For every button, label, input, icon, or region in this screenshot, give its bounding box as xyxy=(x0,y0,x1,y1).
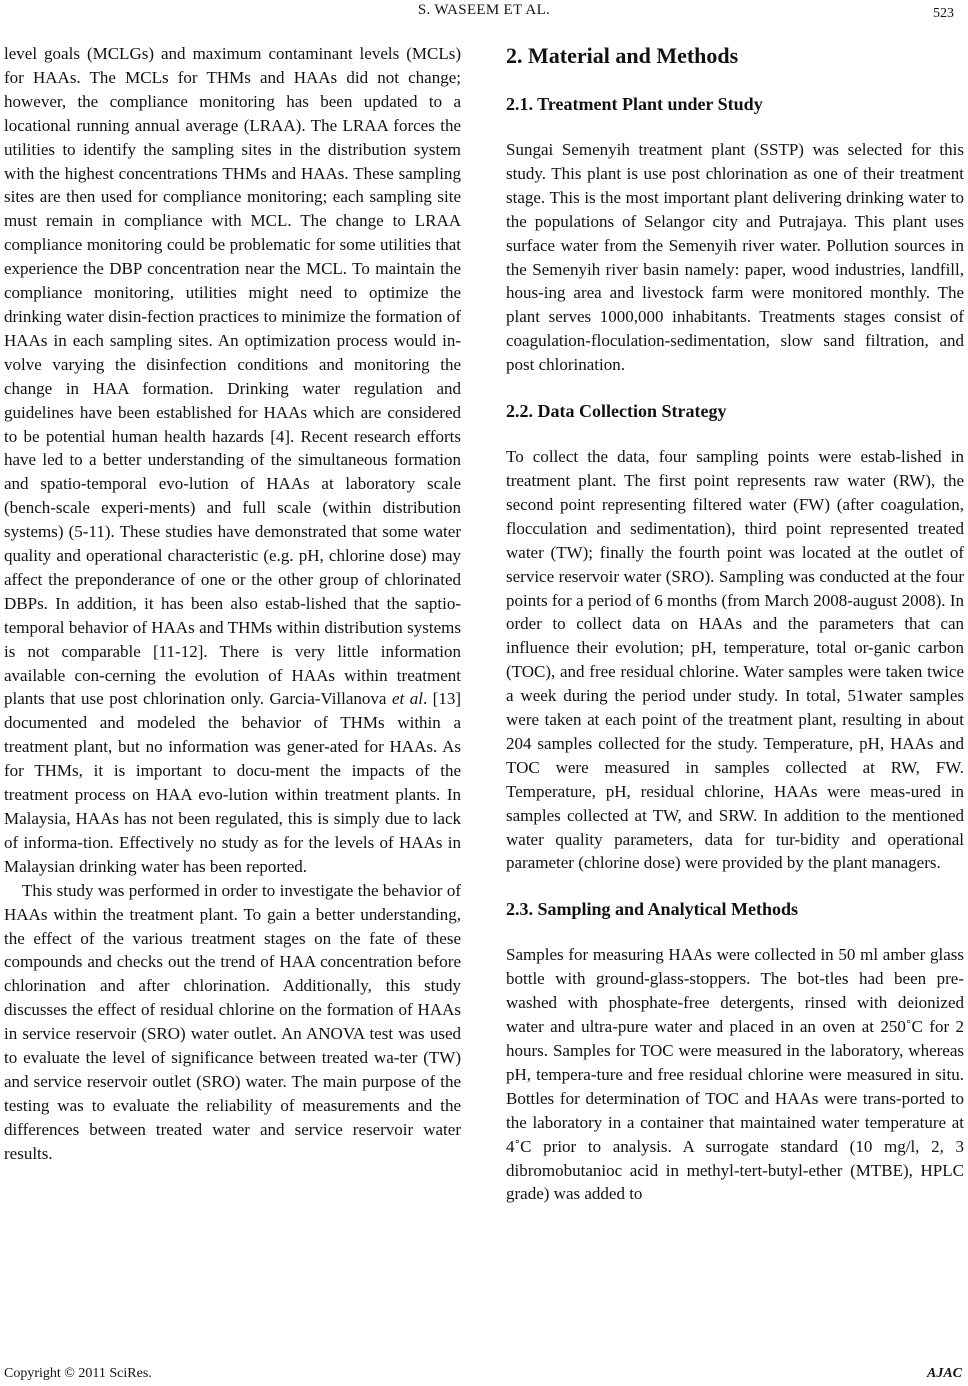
page-footer xyxy=(0,1366,968,1386)
subsection-2-2-text: To collect the data, four sampling points were estab-lished in treatment plant. The first point represents raw water (RW), the second point representing filtered water (FW) (after coagulation, flocculation and sedimentation), third point represented treated water (TW); finally the fourth point was located at the outlet of service reservoir water (SRO). Sampling was conducted at the four points for a period of 6 months (from March 2008-august 2008). In order to collect data on HAAs and the parameters that can influence their evolution; pH, temperature, total or-ganic carbon (TOC), and free residual chlorine. Water samples were taken twice a week during the period under study. In total, 51water samples were taken at each point of the treatment plant, resulting in about 204 samples collected for the study. Temperature, pH, HAAs and TOC were measured in samples collected at RW, FW. Temperature, pH, residual chlorine, HAAs were meas-ured in samples collected at TW, and SRW. In addition to the mentioned water quality parameters, data for tur-bidity and operational parameter (chlorine dose) were provided by the plant managers. xyxy=(506,447,964,873)
left-column xyxy=(4,42,461,1166)
journal-abbrev: AJAC xyxy=(926,1366,962,1381)
body-paragraph-1 xyxy=(4,42,461,879)
page-header xyxy=(0,0,968,24)
right-column xyxy=(506,42,964,1206)
subsection-2-1-text: Sungai Semenyih treatment plant (SSTP) was selected for this study. This plant is use post chlorination as one of their treatment stage. This is the most important plant delivering drinking water to the populations of Selangor city and Putrajaya. This plant uses surface water from the Semenyih river water. Pollution sources in the Semenyih river basin namely: paper, wood industries, landfill, hous-ing area and livestock farm were monitored monthly. The plant serves 1000,000 inhabitants. Treatments stages consist of coagulation-floculation-sedimentation, slow sand filtration, and post chlorination. xyxy=(506,140,964,375)
subsection-heading-2-1: 2.1. Treatment Plant under Study xyxy=(506,94,763,114)
section-heading: 2. Material and Methods xyxy=(506,43,739,68)
subsection-heading-2-2: 2.2. Data Collection Strategy xyxy=(506,401,727,422)
para1-text: level goals (MCLGs) and maximum contaminant levels (MCLs) for HAAs. The MCLs for THMs and HAAs did not change; however, the compliance monitoring has been updated to a locational running annual average (LRAA). The LRAA forces the utilities to identify the sampling sites in the distribution system with the highest concentrations THMs and HAAs. These sampling sites are then used for compliance monitoring; each sampling site must remain in compliance with MCL. The change to LRAA compliance monitoring could be problematic for some utilities that experience the DBP concentration near the MCL. To maintain the compliance monitoring, utilities might need to optimize the drinking water disin-fection practices to minimize the formation of HAAs in each sampling sites. An optimization process would in-volve varying the disinfection conditions and monitoring the change in HAA formation. Drinking water regulation and guidelines have been established for HAAs which are considered to be potential human health hazards [4]. Recent research efforts have led to a better understanding of the simultaneous formation and spatio-temporal evo-lution of HAAs at laboratory scale (bench-scale experi-ments) and full scale (within distribution systems) (5-11). These studies have demonstrated that some water quality and operational characteristic (e.g. pH, chlorine dose) may affect the preponderance of one or the other group of chlorinated DBPs. In addition, it has been also estab-lished that the saptio-temporal behavior of HAAs and THMs within distribution systems is not comparable [11-12]. There is very little information available con-cerning the evolution of HAAs within treatment plants that use post chlorination only. Garcia-Villanova xyxy=(4,44,461,709)
subsection-2-3-text: Samples for measuring HAAs were collected in 50 ml amber glass bottle with ground-glass-stoppers. The bot-tles had been pre-washed with phosphate-free detergents, rinsed with deionized water and ultra-pure water and placed in an oven at 250˚C for 2 hours. Samples for TOC were measured in the laboratory, whereas pH, tempera-ture and free residual chlorine were measured in situ. Bottles for determination of TOC and HAAs were trans-ported to the laboratory in a container that maintained water temperature at 4˚C prior to analysis. A surrogate standard (10 mg/l, 2, 3 dibromobutanioc acid in methyl-tert-butyl-ether (MTBE), HPLC grade) was added to xyxy=(506,945,964,1204)
para1-tail: . [13] documented and modeled the behavior of THMs within a treatment plant, but no information was gener-ated for HAAs. As for THMs, it is important to docu-ment the impacts of the treatment process on HAA evo-lution within treatment plants. In Malaysia, HAAs has not been regulated, this is simply due to lack of informa-tion. Effectively no study as for the levels of HAAs in Malaysian drinking water has been reported. xyxy=(4,689,462,876)
page-number: 523 xyxy=(933,6,954,21)
para1-italic: et al xyxy=(391,689,423,709)
body-paragraph-2: This study was performed in order to investigate the behavior of HAAs within the treatment plant. To gain a better understanding, the effect of the various treatment stages on the fate of these compounds and checks out the trend of HAA concentration before chlorination and after chlorination. Additionally, this study discusses the effect of residual chlorine on the formation of HAAs in service reservoir (SRO) water outlet. An ANOVA test was used to evaluate the level of significance between treated wa-ter (TW) and service reservoir outlet (SRO) water. The main purpose of the testing was to evaluate the reliability of measurements and the differences between treated water and service reservoir water results. xyxy=(4,880,461,1163)
copyright-notice: Copyright © 2011 SciRes. xyxy=(4,1366,152,1381)
running-title: S. WASEEM ET AL. xyxy=(417,2,551,18)
subsection-heading-2-3: 2.3. Sampling and Analytical Methods xyxy=(506,899,799,920)
